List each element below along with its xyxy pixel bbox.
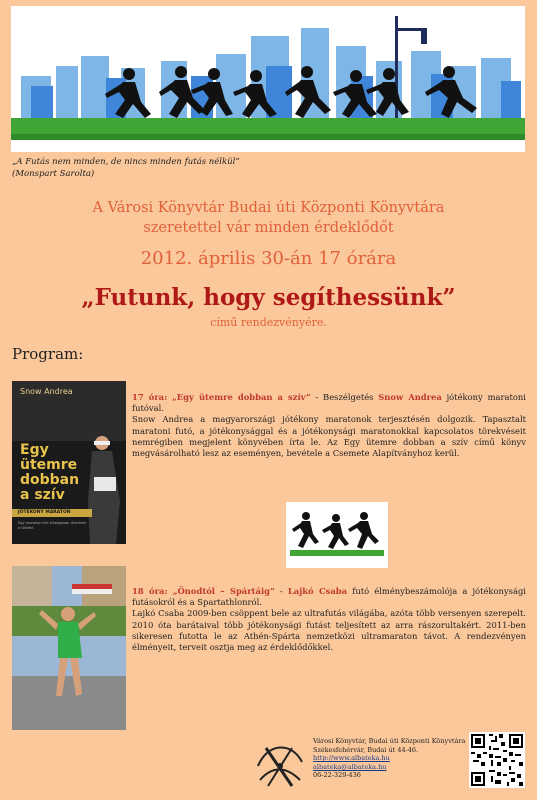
- quote-author: (Monspart Sarolta): [12, 169, 95, 179]
- footer-contact: [313, 737, 465, 780]
- footer-email-link[interactable]: albateka@albateka.hu: [313, 762, 387, 771]
- runners-silhouette-image: [286, 502, 388, 568]
- event2-body: Lajkó Csaba 2009-ben csöppent bele az ultrafutás világába, azóta több versenyen szerepelt. 2010 óta barátaival több jótékonysági futást teljesített az arra rászorultakért. 2011-ben sikeresen futotta le az Athén-Spárta nemzetközi ultramaraton távot. A rendezvényen élményeit, terveit osztja meg az érdeklődőkkel.: [132, 608, 526, 653]
- event1-description: [132, 392, 526, 459]
- invitation-heading: [0, 198, 537, 238]
- book-band: JÓTÉKONY MARATON: [18, 510, 71, 515]
- book-cover-image: [12, 381, 126, 544]
- event1-intro-rest: jótékony maratoni futóval.: [132, 392, 526, 414]
- event-subtitle: című rendezvényére.: [210, 316, 327, 329]
- book-small-text: Egy maraton tört túlságosan rövidnek a történt: [18, 521, 87, 530]
- library-logo: [252, 736, 308, 792]
- invitation-line: szeretettel vár minden érdeklődőt: [143, 220, 394, 236]
- program-label: Program:: [12, 345, 84, 363]
- book-title-line: Egy: [20, 442, 49, 458]
- footer-library-name: Városi Könyvtár, Budai úti Központi Könyvtára: [313, 737, 466, 745]
- event1-body: Snow Andrea a magyarországi jótékony maratonok terjesztésén dolgozik. Tapasztalt maratoni futó, a jótékonysággal és a jótékonysági maratonokkal kapcsolatos törekvéseit nemrégiben megjelent könyvében írta le. Az Egy ütemre dobban a szív című könyv megvásárolható lesz az eseményen, bevétele a Csemete Alapítványhoz kerül.: [132, 414, 526, 459]
- header-banner-image: [11, 6, 525, 152]
- footer-address: Székesfehérvár, Budai út 44-46.: [313, 745, 419, 754]
- runner-photo: [12, 566, 126, 730]
- event1-intro: - Beszélgetés: [310, 392, 379, 402]
- quote-text: „A Futás nem minden, de nincs minden futás nélkül”: [12, 157, 240, 167]
- library-name: A Városi Könyvtár Budai úti Központi Könyvtára: [92, 200, 445, 216]
- book-title-line: ütemre: [20, 457, 78, 473]
- qr-code: [469, 732, 525, 788]
- book-title-line: dobban: [20, 472, 80, 488]
- event2-intro-rest: futó élménybeszámolója a jótékonysági futásokról és a Spartathlonról.: [132, 586, 526, 608]
- event2-intro: -: [274, 586, 288, 596]
- event1-time: 17 óra:: [132, 392, 168, 402]
- quote: [12, 156, 240, 180]
- footer-phone: 06-22-329-436: [313, 771, 361, 780]
- event2-person: Lajkó Csaba: [287, 586, 348, 596]
- event1-person: Snow Andrea: [378, 392, 442, 402]
- event-date: 2012. április 30-án 17 órára: [140, 248, 397, 269]
- event2-description: [132, 586, 526, 653]
- event-title: „Futunk, hogy segíthessünk”: [81, 284, 456, 311]
- event2-time: 18 óra:: [132, 586, 168, 596]
- book-author: Snow Andrea: [20, 387, 73, 396]
- event1-title: „Egy ütemre dobban a szív”: [171, 392, 311, 402]
- book-title-line: a szív: [20, 487, 65, 503]
- event2-title: „Önodtól – Spártáig”: [172, 586, 275, 596]
- footer-website-link[interactable]: http://www.albateka.hu: [313, 754, 390, 763]
